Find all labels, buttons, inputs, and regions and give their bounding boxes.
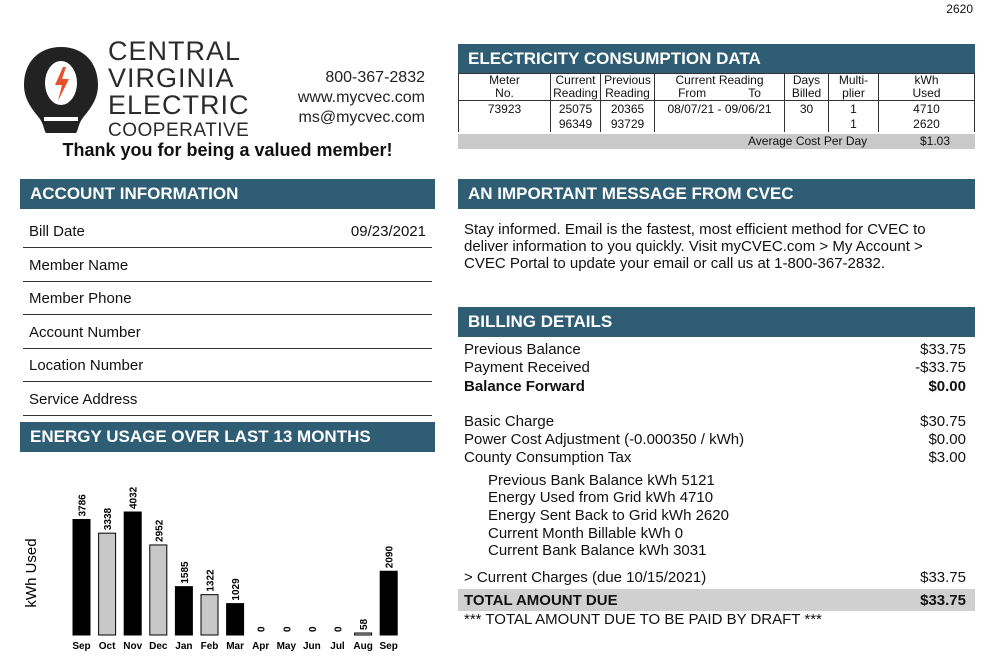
month-tick-label: Aug — [353, 641, 373, 652]
month-tick-label: Mar — [226, 641, 244, 652]
month-tick-label: Sep — [379, 641, 398, 652]
col-current: Current Reading — [551, 74, 601, 101]
bar-value-label: 1029 — [231, 578, 243, 601]
usage-bar — [99, 533, 116, 635]
important-message-header: AN IMPORTANT MESSAGE FROM CVEC — [458, 179, 975, 209]
bar-value-label: 3786 — [77, 494, 89, 517]
thanks-message: Thank you for being a valued member! — [62, 140, 393, 160]
col-kwh: kWh Used — [879, 74, 975, 101]
bar-value-label: 1322 — [205, 569, 217, 592]
average-cost-value: $1.03 — [920, 134, 951, 148]
consumption-header-row — [459, 74, 975, 101]
bar-value-label: 0 — [282, 626, 294, 632]
month-tick-label: Dec — [149, 641, 168, 652]
usage-bar — [150, 545, 167, 635]
col-multiplier: Multi- plier — [829, 74, 879, 101]
email-link[interactable]: ms@mycvec.com — [298, 109, 425, 126]
month-tick-label: Feb — [200, 641, 219, 652]
usage-bar — [201, 595, 218, 635]
average-cost-label: Average Cost Per Day — [748, 134, 868, 148]
power-cost-adjustment-row: Power Cost Adjustment (-0.000350 / kWh) $0.00 — [464, 431, 966, 448]
month-tick-label: Jul — [330, 641, 345, 652]
cvec-logo-text: CENTRAL VIRGINIA ELECTRIC COOPERATIVE — [108, 36, 250, 141]
bar-value-label: 3338 — [103, 507, 115, 531]
bar-value-label: 4032 — [128, 486, 140, 509]
basic-charge-row: Basic Charge $30.75 — [464, 413, 966, 430]
month-tick-label: May — [276, 641, 297, 652]
bar-value-label: 0 — [307, 626, 319, 632]
usage-bar — [355, 633, 372, 635]
draft-note: *** TOTAL AMOUNT DUE TO BE PAID BY DRAFT *** — [464, 611, 822, 628]
usage-bar — [175, 587, 192, 635]
table-row: 96349 93729 1 2620 — [459, 116, 975, 132]
page-number: 2620 — [946, 2, 973, 16]
cvec-logo-icon — [18, 43, 104, 135]
col-meter: Meter No. — [459, 74, 551, 101]
bar-value-label: 1585 — [179, 561, 191, 584]
month-tick-label: Jan — [175, 641, 193, 652]
phone: 800-367-2832 — [325, 69, 425, 86]
current-charges-row: > Current Charges (due 10/15/2021) $33.75 — [464, 569, 966, 586]
account-row-account-number: Account Number — [23, 316, 432, 349]
bank-line-billable: Current Month Billable kWh 0 — [488, 525, 684, 542]
month-tick-label: Sep — [72, 641, 91, 652]
usage-bar — [227, 604, 244, 635]
county-tax-row: County Consumption Tax $3.00 — [464, 449, 966, 466]
bar-value-label: 0 — [256, 626, 268, 632]
account-row-service-address: Service Address — [23, 383, 432, 416]
account-row-member-phone: Member Phone — [23, 282, 432, 315]
consumption-table — [458, 73, 975, 132]
previous-balance-row: Previous Balance $33.75 — [464, 341, 966, 358]
important-message-body: Stay informed. Email is the fastest, most efficient method for CVEC to deliver information to you quickly. Visit myCVEC.com > My Account > CVEC Portal to update your email or call us at 1-800-367-2832. — [464, 221, 926, 272]
average-cost-row — [458, 134, 975, 149]
month-tick-label: Jun — [303, 641, 321, 652]
website-link[interactable]: www.mycvec.com — [297, 89, 425, 106]
col-period: Current Reading From To — [655, 74, 785, 101]
consumption-header: ELECTRICITY CONSUMPTION DATA — [458, 44, 975, 73]
bank-line-current: Current Bank Balance kWh 3031 — [488, 542, 707, 559]
col-previous: Previous Reading — [601, 74, 655, 101]
month-tick-label: Nov — [123, 641, 143, 652]
bar-value-label: 2090 — [384, 545, 396, 569]
bar-value-label: 58 — [359, 618, 371, 630]
contact-info — [298, 68, 425, 128]
billing-details-header: BILLING DETAILS — [458, 307, 975, 337]
account-row-bill-date: Bill Date 09/23/2021 — [23, 215, 432, 248]
bar-value-label: 2952 — [154, 519, 166, 542]
account-row-location-number: Location Number — [23, 349, 432, 382]
table-row: 73923 25075 20365 08/07/21 - 09/06/21 30 1 4710 — [459, 101, 975, 117]
usage-bar — [73, 520, 90, 635]
bar-value-label: 0 — [333, 626, 345, 632]
usage-bar — [380, 571, 397, 635]
usage-bar — [124, 512, 141, 635]
account-row-member-name: Member Name — [23, 249, 432, 282]
y-axis-label: kWh Used — [23, 538, 40, 608]
col-days: Days Billed — [785, 74, 829, 101]
month-tick-label: Oct — [98, 641, 116, 652]
bank-line-previous: Previous Bank Balance kWh 5121 — [488, 472, 715, 489]
month-tick-label: Apr — [252, 641, 270, 652]
payment-received-row: Payment Received -$33.75 — [464, 359, 966, 376]
bank-line-used: Energy Used from Grid kWh 4710 — [488, 489, 714, 506]
bank-line-sent-back: Energy Sent Back to Grid kWh 2620 — [488, 507, 729, 524]
total-amount-due: TOTAL AMOUNT DUE $33.75 — [458, 589, 975, 611]
account-info-header: ACCOUNT INFORMATION — [20, 179, 435, 209]
balance-forward-row: Balance Forward $0.00 — [464, 378, 966, 395]
energy-usage-header: ENERGY USAGE OVER LAST 13 MONTHS — [20, 422, 435, 452]
energy-usage-chart — [18, 465, 418, 655]
